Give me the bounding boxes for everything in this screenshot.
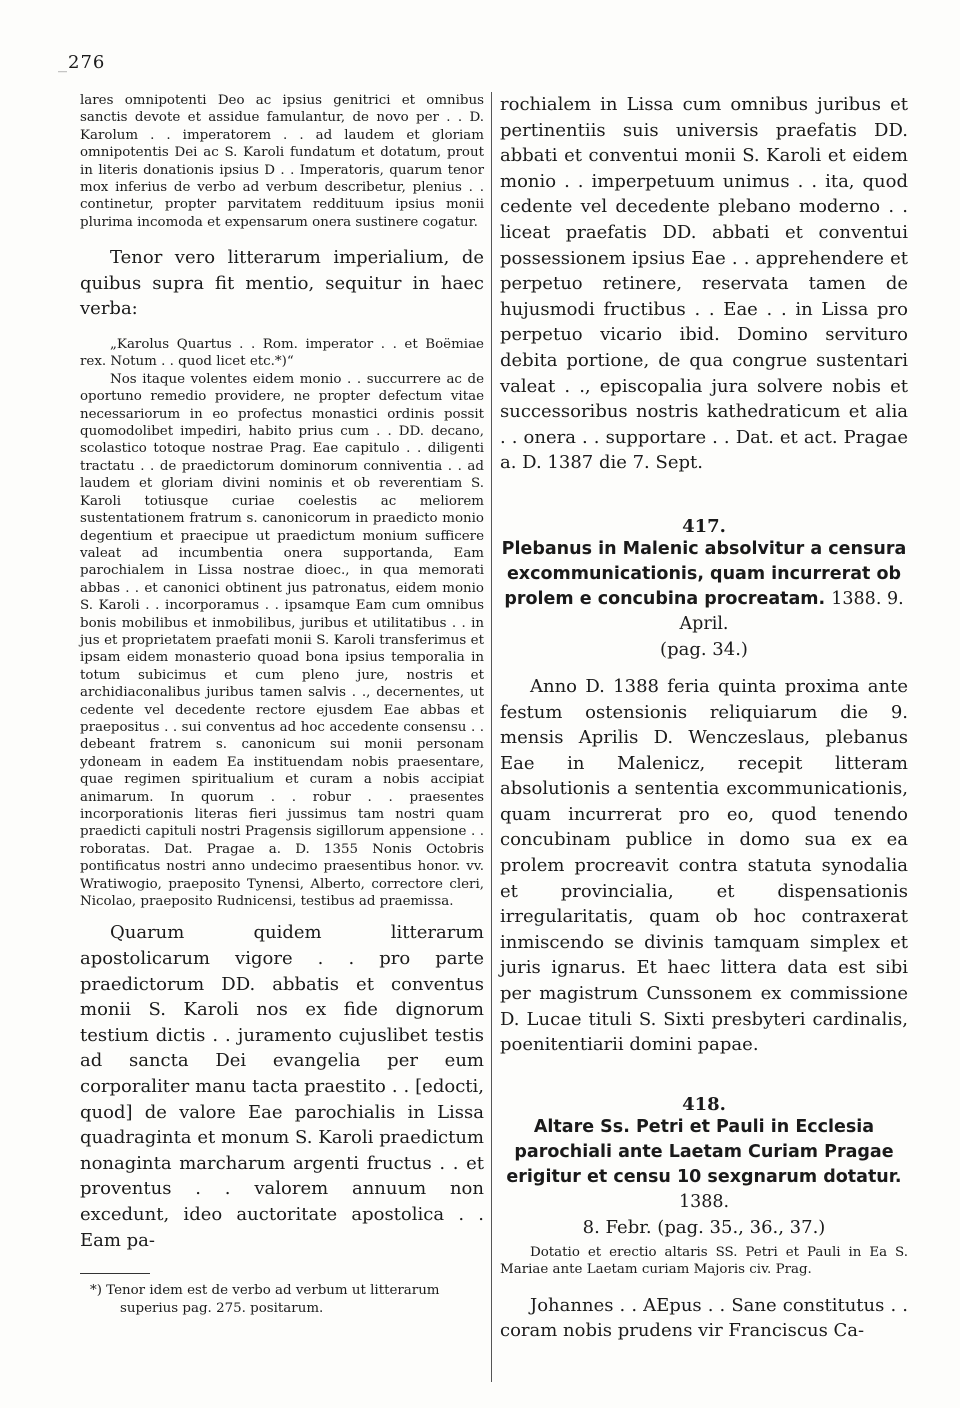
document-heading: Plebanus in Malenic absolvitur a censura excommunicationis, quam incurrerat ob prolem e concubina procreatam. 1388. 9. April. — [501, 538, 907, 634]
page-reference: (pag. 34.) — [660, 638, 748, 660]
paragraph: rochialem in Lissa cum omnibus juribus et pertinentiis suis universis praefatis DD. abbati et conventui monii S. Karoli et eidem monio . . imperpetuum unimus . . ita, quod cedente vel decedente plebano moderno . . liceat praefatis DD. abbati et conventui possessionem ipsius Eae . . apprehendere et perpetuo retinere, reservata tamen de hujusmodi fructibus . . Eae . . in Lissa pro perpetuo vicario ibid. Domino servituro debita portione, de qua congrue sustentari valeat . ., episcopalia jura solvere nobis et successoribus nostris kathedraticum et alia . . onera . . supportare . . Dat. et act. Pragae a. D. 1387 die 7. Sept. — [500, 94, 908, 474]
page-number: _276 — [58, 52, 106, 73]
right-column — [500, 92, 908, 1344]
document-number: 417. — [682, 515, 726, 537]
footnote: *) Tenor idem est de verbo ad verbum ut litterarum superius pag. 275. positarum. — [90, 1283, 440, 1316]
paragraph: Nos itaque volentes eidem monio . . succurrere ac de oportuno remedio providere, ne propter defectum vitae necessariorum in eo profectus monastici ordinis possit quomodolibet impediri, habito prius cum . . DD. decano, scolastico totoque nostrae Prag. Eae capitulo . . diligenti tractatu . . de praedictorum dominorum conniventia . . ad laudem et gloriam divini nominis et ob reverentiam S. Karoli totiusque curiae coelestis ac meliorem sustentationem fratrum s. canonicorum in praedicto monio degentium et praecipue ut praedictum monium sufficere valeat ad incumbentia onera supportanda, Eam parochialem in Lissa nostrae dioec., in qua memorati abbas . . et canonici obtinent jus patronatus, eidem monio S. Karoli . . incorporamus . . ipsamque Eam cum omnibus bonis mobilibus et inmobilibus, juribus et utilitatibus . . in jus et proprietatem praefati monii S. Karoli transferimus et ipsam eidem monasterio quoad bona ipsius temporalia in totum subicimus et cum pleno jure, nostris et archidiaconalibus juribus tamen salvis . ., decernentes, ut cedente vel decedente rectore ejusdem Eae abbas et praepositus . . sui conventus ad hoc accedente consensu . . debeant fratrem s. canonicum sui monii personam ydoneam in eadem Ea instituendam nobis praesentare, quae regimen spiritualium et curam a nobis accipiat animarum. In quorum . . robur . . praesentes incorporationis literas fieri jussimus tam nostri quam praedicti capituli nostri Pragensis sigillorum appensione . . roboratas. Dat. Pragae a. D. 1355 Nonis Octobris pontificatus nostri anno undecimo praesentibus honor. vv. Wratiwogio, praeposito Tynensi, Alberto, correctore cleri, Nicolao, praeposito Rudnicensi, testibus ad praemissa. — [80, 371, 484, 910]
paragraph: „Karolus Quartus . . Rom. imperator . . et Boëmiae rex. Notum . . quod licet etc.*)“ — [80, 337, 484, 370]
document-number: 418. — [682, 1093, 726, 1115]
paragraph: lares omnipotenti Deo ac ipsius genitrici et omnibus sanctis devote et assidue famulantur, de novo per . . D. Karolum . . imperatorem . . ad laudem et gloriam omnipotentis Dei ac S. Karoli fundatum et dotatum, prout in literis donationis ipsius D . . Imperatoris, quarum tenor mox inferius de verbo ad verbum describetur, plenius . . continetur, propter parvitatem reddituum ipsius monii plurima incomoda et expensarum onera sustinere cogatur. — [80, 93, 484, 230]
page-reference: 8. Febr. (pag. 35., 36., 37.) — [582, 1216, 826, 1238]
column-divider — [491, 92, 492, 1382]
paragraph: Johannes . . AEpus . . Sane constitutus . . coram nobis prudens vir Franciscus Ca- — [500, 1294, 908, 1342]
left-column — [80, 92, 484, 1317]
footnote-rule — [80, 1273, 150, 1274]
document-summary: Dotatio et erectio altaris SS. Petri et Pauli in Ea S. Mariae ante Laetam curiam Majoris civ. Prag. — [500, 1244, 908, 1278]
document-heading: Altare Ss. Petri et Pauli in Ecclesia parochiali ante Laetam Curiam Pragae erigitur et censu 10 sexgnarum dotatur. 1388. — [506, 1116, 902, 1212]
paragraph: Tenor vero litterarum imperialium, de quibus supra fit mentio, sequitur in haec verba: — [80, 247, 484, 320]
paragraph: Anno D. 1388 feria quinta proxima ante festum ostensionis reliquiarum die 9. mensis Aprilis D. Wenczeslaus, plebanus Eae in Malenicz, recepit litteram absolutionis a sententia excommunicationis, quam incurrerat pro eo, quod tenendo concubinam publice in domo sua ex ea prolem procreavit contra statuta synodalia et provincialia, et dispensationis irregularitatis, quam ob hoc contraxerat inmiscendo se divinis tamquam simplex et juris ignarus. Et haec littera data est sibi per magistrum Cunssonem ex commissione D. Lucae tituli S. Sixti presbyteri cardinalis, poenitentiarii domini papae. — [500, 675, 908, 1056]
paragraph: Quarum quidem litterarum apostolicarum vigore . . pro parte praedictorum DD. abbatis et conventus monii S. Karoli nos ex fide dignorum testium dictis . . juramento cujuslibet testis ad sancta Dei evangelia per eum corporaliter manu tacta praestito . . [edocti, quod] de valore Eae parochialis in Lissa quadraginta et monum S. Karoli praedictum nonaginta marcharum argenti fructus . . et proventus . . valorem annuum non excedunt, ideo auctoritate apostolica . . Eam pa- — [80, 922, 484, 1251]
